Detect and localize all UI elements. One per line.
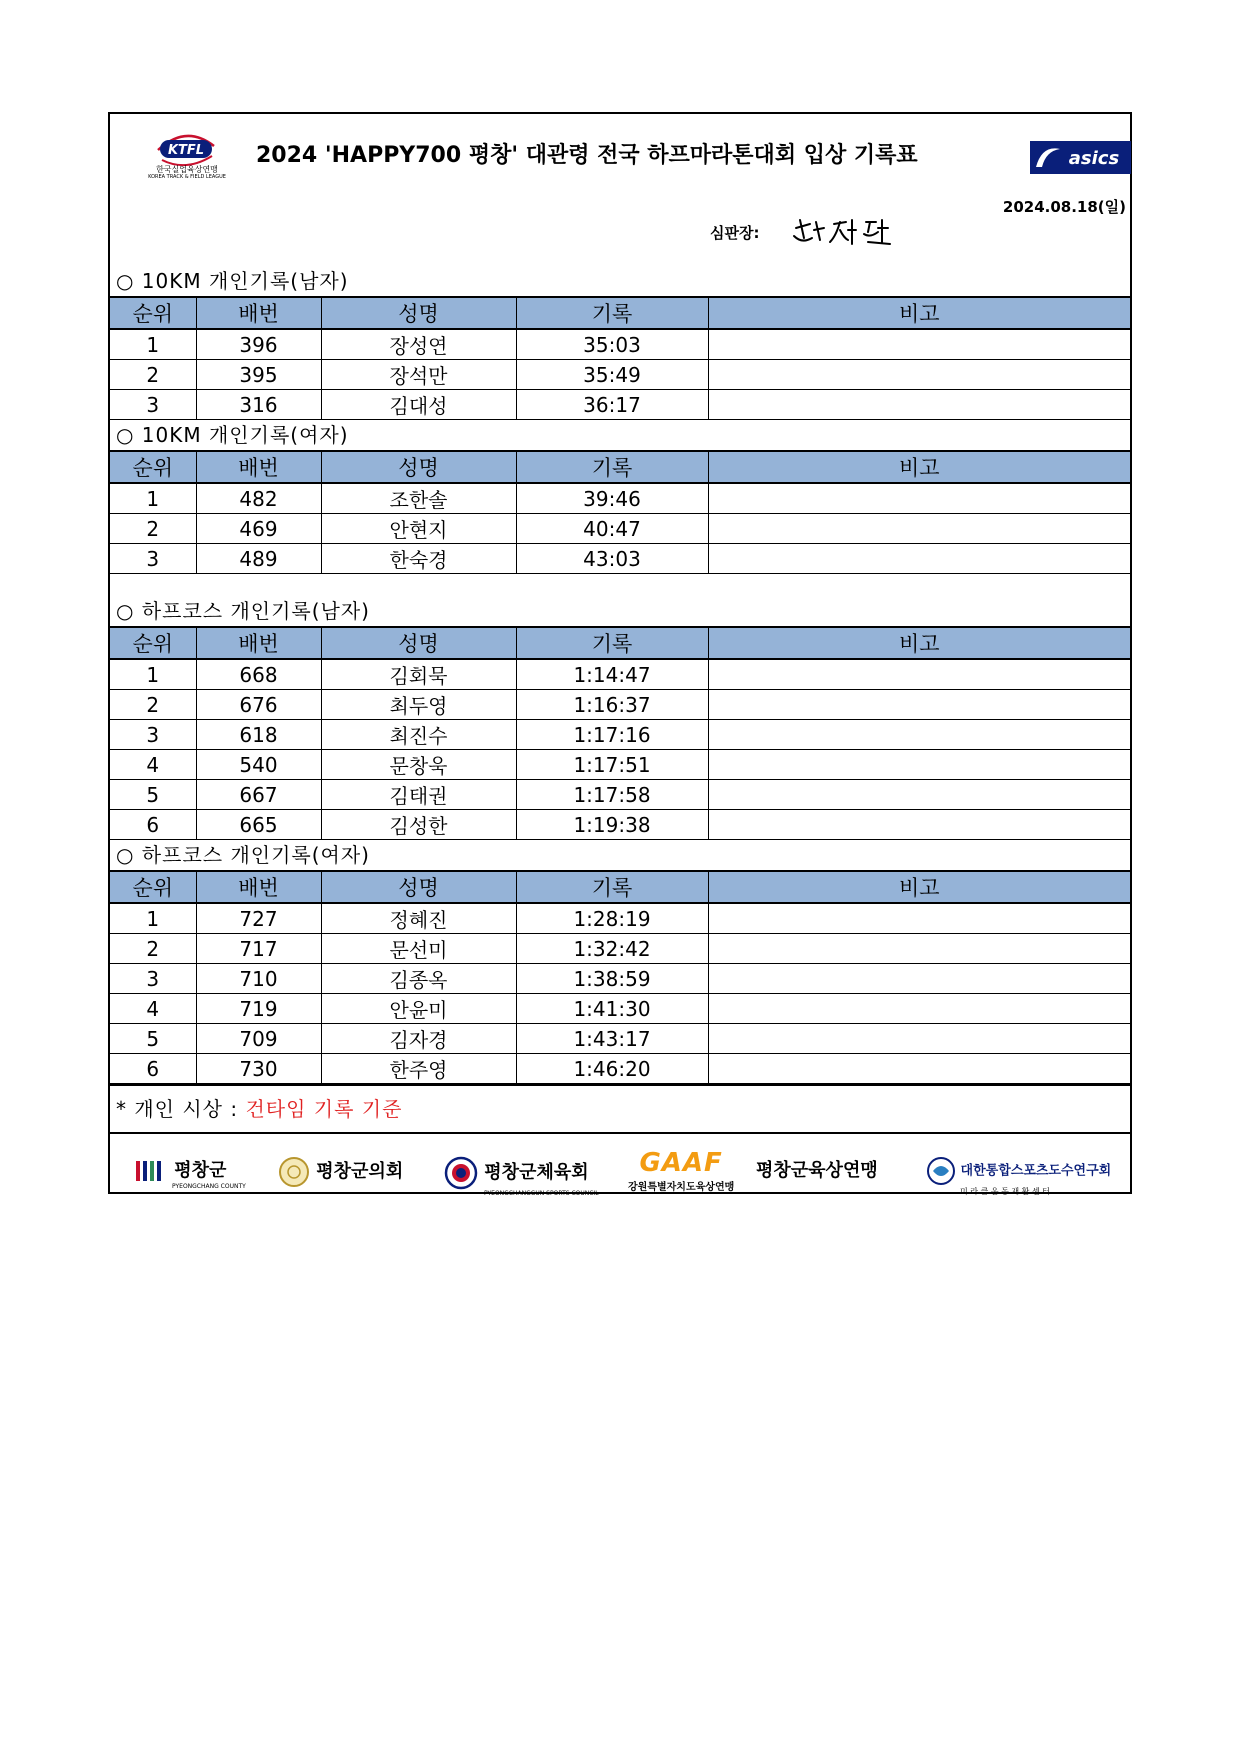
col-bib: 배번 <box>196 297 321 329</box>
bib-cell: 719 <box>196 994 321 1024</box>
table-row <box>110 329 1130 360</box>
name-cell: 한숙경 <box>321 544 516 574</box>
sponsor-sports-council <box>444 1156 599 1197</box>
footnote-highlight: 건타임 기록 기준 <box>245 1097 403 1121</box>
award-footnote <box>110 1084 1130 1134</box>
table-row <box>110 483 1130 514</box>
event-date: 2024.08.18(일) <box>1002 198 1126 216</box>
table-row <box>110 720 1130 750</box>
note-cell <box>708 720 1130 750</box>
research-logo-icon <box>926 1156 956 1186</box>
col-name: 성명 <box>321 871 516 903</box>
col-bib: 배번 <box>196 871 321 903</box>
bib-cell: 667 <box>196 780 321 810</box>
table-header-row <box>110 871 1130 903</box>
name-cell: 정혜진 <box>321 903 516 934</box>
sponsor-gaaf-sub: 강원특별자치도육상연맹 <box>628 1182 735 1193</box>
name-cell: 김자경 <box>321 1024 516 1054</box>
note-cell <box>708 544 1130 574</box>
bib-cell: 540 <box>196 750 321 780</box>
table-row <box>110 934 1130 964</box>
col-bib: 배번 <box>196 451 321 483</box>
sponsor-research-sub: 미 라 클 운 동 재 활 센 터 <box>960 1187 1050 1196</box>
bib-cell: 316 <box>196 390 321 420</box>
table-row <box>110 360 1130 390</box>
col-note: 비고 <box>708 297 1130 329</box>
col-rank: 순위 <box>110 451 196 483</box>
note-cell <box>708 483 1130 514</box>
rank-cell: 3 <box>110 720 196 750</box>
rank-cell: 3 <box>110 390 196 420</box>
record-cell: 1:32:42 <box>516 934 708 964</box>
asics-logo <box>1030 141 1131 174</box>
ktfl-logo-subtitle-en: KOREA TRACK & FIELD LEAGUE <box>148 174 226 180</box>
rank-cell: 1 <box>110 483 196 514</box>
name-cell: 문창욱 <box>321 750 516 780</box>
sponsor-athletics-name: 평창군육상연맹 <box>756 1160 878 1181</box>
rank-cell: 1 <box>110 329 196 360</box>
table-row <box>110 390 1130 420</box>
table-row <box>110 544 1130 574</box>
note-cell <box>708 780 1130 810</box>
rank-cell: 6 <box>110 810 196 840</box>
col-rank: 순위 <box>110 627 196 659</box>
records-table-10km-women <box>110 450 1130 574</box>
sponsor-gaaf-logo: GAAF <box>639 1148 723 1178</box>
record-cell: 1:43:17 <box>516 1024 708 1054</box>
name-cell: 문선미 <box>321 934 516 964</box>
section-gap <box>110 574 1130 596</box>
bib-cell: 727 <box>196 903 321 934</box>
name-cell: 김종옥 <box>321 964 516 994</box>
records-table-half-women <box>110 870 1130 1084</box>
record-cell: 1:16:37 <box>516 690 708 720</box>
bib-cell: 665 <box>196 810 321 840</box>
sponsor-pyeongchang-name: 평창군 <box>174 1160 227 1181</box>
note-cell <box>708 903 1130 934</box>
record-cell: 1:41:30 <box>516 994 708 1024</box>
col-rank: 순위 <box>110 871 196 903</box>
sponsor-gaaf <box>628 1148 734 1193</box>
sponsor-sports-council-name: 평창군체육회 <box>484 1162 589 1183</box>
col-note: 비고 <box>708 871 1130 903</box>
table-row <box>110 810 1130 840</box>
sheet-header <box>110 114 1130 266</box>
section-title-half-men: ○ 하프코스 개인기록(남자) <box>116 599 370 623</box>
sponsor-council <box>278 1156 403 1188</box>
table-row <box>110 1024 1130 1054</box>
record-sheet <box>108 112 1132 1197</box>
note-cell <box>708 329 1130 360</box>
ktfl-logo-subtitle: 한국실업육상연맹 <box>156 165 218 174</box>
record-cell: 1:38:59 <box>516 964 708 994</box>
rank-cell: 4 <box>110 994 196 1024</box>
record-cell: 1:14:47 <box>516 659 708 690</box>
name-cell: 김성한 <box>321 810 516 840</box>
sponsor-pyeongchang-en: PYEONGCHANG COUNTY <box>172 1183 246 1190</box>
note-cell <box>708 934 1130 964</box>
name-cell: 최진수 <box>321 720 516 750</box>
note-cell <box>708 1054 1130 1084</box>
rank-cell: 1 <box>110 659 196 690</box>
records-table-10km-men <box>110 296 1130 420</box>
table-row <box>110 750 1130 780</box>
table-row <box>110 514 1130 544</box>
name-cell: 안윤미 <box>321 994 516 1024</box>
records-table-half-men <box>110 626 1130 840</box>
section-title-half-women: ○ 하프코스 개인기록(여자) <box>116 843 370 867</box>
sports-council-emblem-icon <box>444 1156 478 1190</box>
bib-cell: 676 <box>196 690 321 720</box>
table-row <box>110 964 1130 994</box>
col-record: 기록 <box>516 627 708 659</box>
name-cell: 조한솔 <box>321 483 516 514</box>
rank-cell: 2 <box>110 514 196 544</box>
name-cell: 김대성 <box>321 390 516 420</box>
table-row <box>110 903 1130 934</box>
rank-cell: 1 <box>110 903 196 934</box>
record-cell: 36:17 <box>516 390 708 420</box>
col-bib: 배번 <box>196 627 321 659</box>
col-name: 성명 <box>321 297 516 329</box>
col-rank: 순위 <box>110 297 196 329</box>
record-cell: 1:28:19 <box>516 903 708 934</box>
table-header-row <box>110 297 1130 329</box>
note-cell <box>708 994 1130 1024</box>
bib-cell: 730 <box>196 1054 321 1084</box>
rank-cell: 2 <box>110 934 196 964</box>
asics-logo-text: asics <box>1068 148 1120 169</box>
rank-cell: 5 <box>110 780 196 810</box>
name-cell: 최두영 <box>321 690 516 720</box>
sponsor-research-name: 대한통합스포츠도수연구회 <box>960 1163 1112 1179</box>
judge-signature <box>790 214 900 250</box>
ktfl-logo-text: KTFL <box>167 143 205 158</box>
table-row <box>110 780 1130 810</box>
name-cell: 장성연 <box>321 329 516 360</box>
rank-cell: 5 <box>110 1024 196 1054</box>
name-cell: 한주영 <box>321 1054 516 1084</box>
record-cell: 35:49 <box>516 360 708 390</box>
col-note: 비고 <box>708 451 1130 483</box>
pyeongchang-logo-icon <box>134 1159 168 1183</box>
rank-cell: 2 <box>110 360 196 390</box>
bib-cell: 717 <box>196 934 321 964</box>
table-row <box>110 994 1130 1024</box>
col-note: 비고 <box>708 627 1130 659</box>
rank-cell: 2 <box>110 690 196 720</box>
bib-cell: 396 <box>196 329 321 360</box>
col-name: 성명 <box>321 451 516 483</box>
note-cell <box>708 810 1130 840</box>
judge-label: 심판장: <box>710 224 760 242</box>
sponsor-research <box>926 1156 1111 1197</box>
sponsor-athletics <box>756 1156 878 1182</box>
table-row <box>110 1054 1130 1084</box>
table-row <box>110 659 1130 690</box>
record-cell: 1:17:16 <box>516 720 708 750</box>
note-cell <box>708 750 1130 780</box>
rank-cell: 4 <box>110 750 196 780</box>
name-cell: 김회묵 <box>321 659 516 690</box>
record-cell: 39:46 <box>516 483 708 514</box>
record-cell: 40:47 <box>516 514 708 544</box>
note-cell <box>708 1024 1130 1054</box>
name-cell: 안현지 <box>321 514 516 544</box>
bib-cell: 709 <box>196 1024 321 1054</box>
note-cell <box>708 360 1130 390</box>
record-cell: 35:03 <box>516 329 708 360</box>
table-header-row <box>110 451 1130 483</box>
rank-cell: 3 <box>110 964 196 994</box>
col-record: 기록 <box>516 297 708 329</box>
name-cell: 장석만 <box>321 360 516 390</box>
council-seal-icon <box>278 1156 310 1188</box>
section-title-10km-women: ○ 10KM 개인기록(여자) <box>116 423 349 447</box>
rank-cell: 6 <box>110 1054 196 1084</box>
name-cell: 김태권 <box>321 780 516 810</box>
footnote-prefix: * 개인 시상 : <box>116 1097 246 1121</box>
note-cell <box>708 659 1130 690</box>
col-record: 기록 <box>516 871 708 903</box>
sponsor-bar <box>110 1134 1130 1224</box>
rank-cell: 3 <box>110 544 196 574</box>
section-title-10km-men: ○ 10KM 개인기록(남자) <box>116 269 349 293</box>
note-cell <box>708 390 1130 420</box>
table-row <box>110 690 1130 720</box>
record-cell: 1:17:51 <box>516 750 708 780</box>
record-cell: 1:19:38 <box>516 810 708 840</box>
bib-cell: 395 <box>196 360 321 390</box>
note-cell <box>708 690 1130 720</box>
note-cell <box>708 964 1130 994</box>
bib-cell: 482 <box>196 483 321 514</box>
sponsor-pyeongchang <box>134 1156 246 1190</box>
note-cell <box>708 514 1130 544</box>
bib-cell: 668 <box>196 659 321 690</box>
bib-cell: 489 <box>196 544 321 574</box>
table-header-row <box>110 627 1130 659</box>
bib-cell: 710 <box>196 964 321 994</box>
sponsor-sports-council-en: PYEONGCHANGGUN SPORTS COUNCIL <box>484 1190 599 1197</box>
col-name: 성명 <box>321 627 516 659</box>
col-record: 기록 <box>516 451 708 483</box>
page-title: 2024 'HAPPY700 평창' 대관령 전국 하프마라톤대회 입상 기록표 <box>256 143 918 168</box>
record-cell: 43:03 <box>516 544 708 574</box>
record-cell: 1:17:58 <box>516 780 708 810</box>
sponsor-council-name: 평창군의회 <box>316 1161 404 1182</box>
bib-cell: 469 <box>196 514 321 544</box>
record-cell: 1:46:20 <box>516 1054 708 1084</box>
bib-cell: 618 <box>196 720 321 750</box>
